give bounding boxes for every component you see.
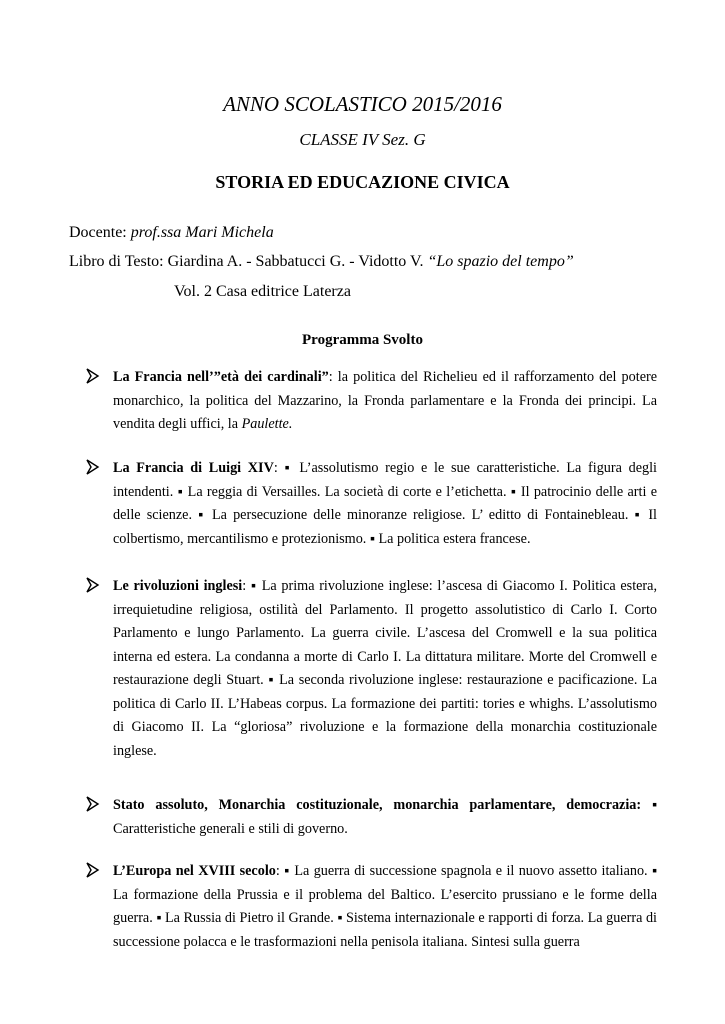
class-section: CLASSE IV Sez. G bbox=[299, 130, 426, 149]
textbook-authors: Libro di Testo: Giardina A. - Sabbatucci G. - Vidotto V. bbox=[69, 253, 428, 270]
arrowhead-bullet-icon bbox=[85, 861, 107, 879]
school-year-title: ANNO SCOLASTICO 2015/2016 bbox=[223, 92, 502, 116]
arrowhead-bullet-icon bbox=[85, 576, 107, 594]
list-item-text bbox=[113, 575, 657, 763]
textbook-title: “Lo spazio del tempo” bbox=[427, 253, 574, 270]
list-item bbox=[85, 794, 657, 841]
teacher-line bbox=[69, 224, 274, 242]
list-item-text bbox=[113, 457, 657, 551]
volume-publisher: Vol. 2 Casa editrice Laterza bbox=[174, 283, 351, 300]
list-item-body: : ▪ La guerra di successione spagnola e il nuovo assetto italiano. ▪ La formazione della Prussia e il problema del Baltico. L’esercito prussiano e le forme della guerra. ▪ La Russia di Pietro il Grande. ▪ Sistema internazionale e rapporti di forza. La guerra di successione polacca e le trasformazioni nella penisola italiana. Sintesi sulla guerra bbox=[113, 863, 657, 950]
list-item-heading: La Francia di Luigi XIV bbox=[113, 460, 274, 476]
list-item bbox=[85, 457, 657, 551]
arrowhead-bullet-icon bbox=[85, 367, 107, 385]
list-item-heading: Stato assoluto, Monarchia costituzionale, monarchia parlamentare, democrazia: bbox=[113, 797, 642, 813]
subject-title: STORIA ED EDUCAZIONE CIVICA bbox=[215, 172, 510, 192]
list-item-italic: Paulette. bbox=[241, 416, 293, 432]
list-item-text bbox=[113, 794, 657, 841]
list-item-heading: L’Europa nel XVIII secolo bbox=[113, 863, 276, 879]
program-title: Programma Svolto bbox=[302, 332, 423, 348]
list-item-body: : ▪ L’assolutismo regio e le sue caratteristiche. La figura degli intendenti. ▪ La reggia di Versailles. La società di corte e l’etichetta. ▪ Il patrocinio delle arti e delle scienze. ▪ La persecuzione delle minoranze religiose. L’ editto di Fontainebleau. ▪ Il colbertismo, mercantilismo e protezionismo. ▪ La politica estera francese. bbox=[113, 460, 657, 547]
list-item-text bbox=[113, 860, 657, 954]
list-item-heading: Le rivoluzioni inglesi bbox=[113, 578, 243, 594]
list-item bbox=[85, 860, 657, 954]
list-item bbox=[85, 366, 657, 437]
arrowhead-bullet-icon bbox=[85, 795, 107, 813]
list-item-body: : la politica del Richelieu ed il rafforzamento del potere monarchico, la politica del Mazzarino, la Fronda parlamentare e la Fronda dei principi. La vendita degli uffici, la bbox=[113, 369, 658, 432]
list-item-body: : ▪ La prima rivoluzione inglese: l’ascesa di Giacomo I. Politica estera, irrequietudine religiosa, ostilità del Parlamento. Il progetto assolutistico di Carlo I. Corto Parlamento e lungo Parlamento. La guerra civile. L’ascesa del Cromwell e la sua politica interna ed estera. La condanna a morte di Carlo I. La dittatura militare. Morte del Cromwell e restaurazione degli Stuart. ▪ La seconda rivoluzione inglese: restaurazione e pacificazione. La politica di Carlo II. L’Habeas corpus. La formazione dei partiti: tories e whighs. L’assolutismo di Giacomo II. La “gloriosa” rivoluzione e la formazione della monarchia costituzionale inglese. bbox=[113, 578, 658, 759]
arrowhead-bullet-icon bbox=[85, 458, 107, 476]
list-item bbox=[85, 575, 657, 763]
teacher-name: prof.ssa Mari Michela bbox=[130, 224, 274, 241]
list-item-body: ▪ Caratteristiche generali e stili di governo. bbox=[113, 797, 658, 837]
list-item-text bbox=[113, 366, 657, 437]
list-item-heading: La Francia nell’”età dei cardinali” bbox=[113, 369, 329, 385]
textbook-line bbox=[69, 253, 574, 271]
teacher-label: Docente: bbox=[69, 224, 131, 241]
